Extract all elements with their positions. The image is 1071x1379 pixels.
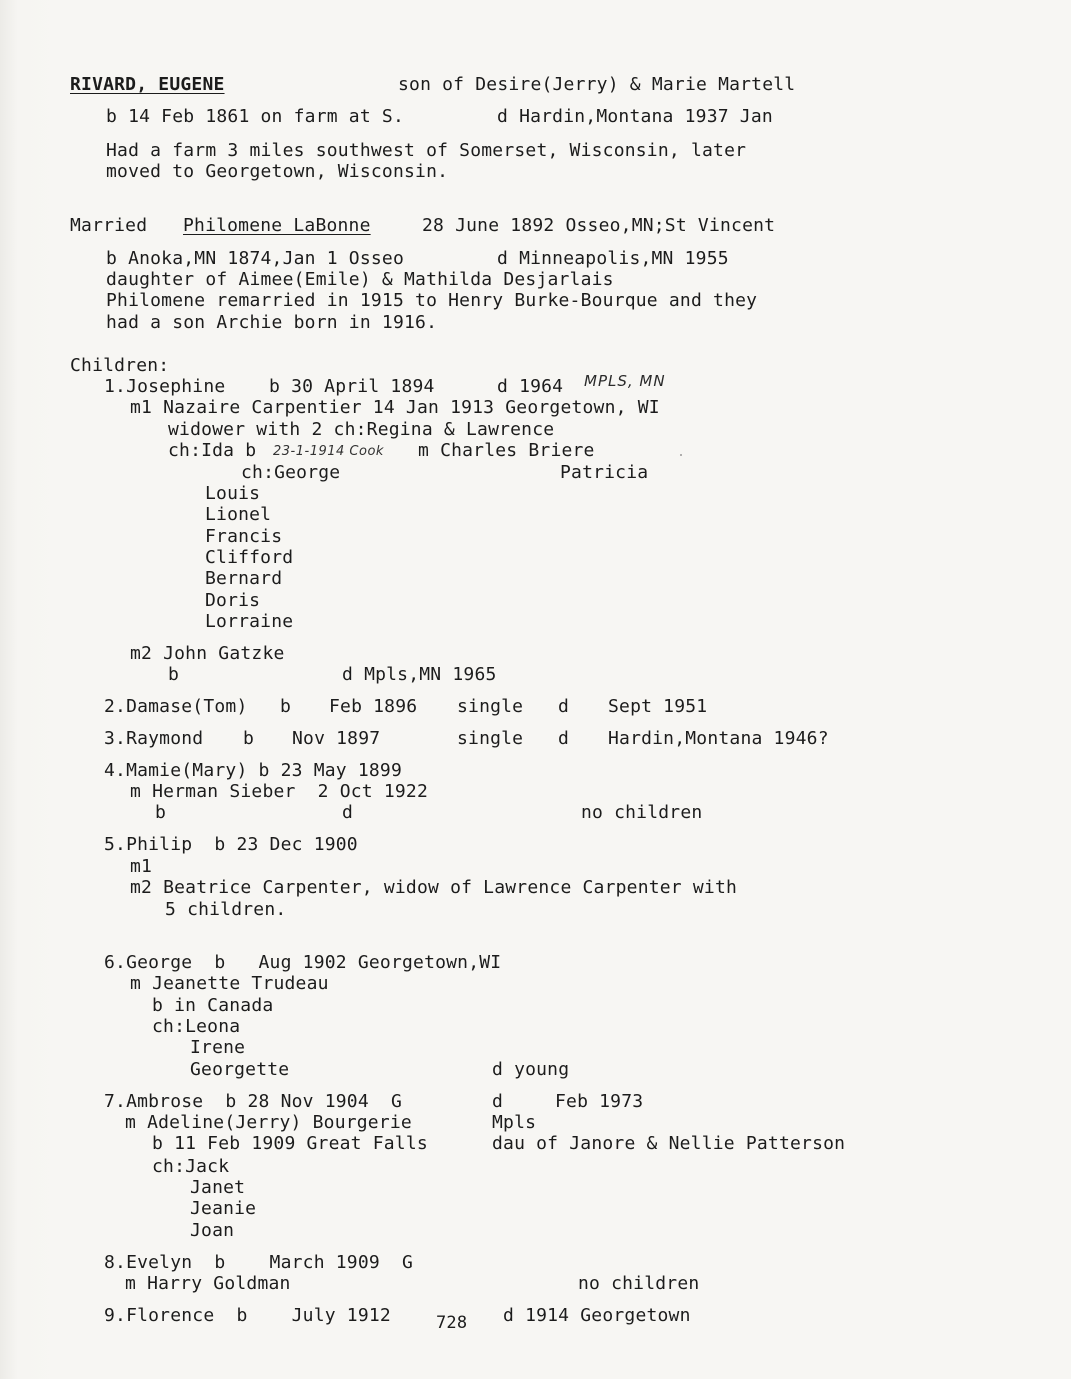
child-1-widower: widower with 2 ch:Regina & Lawrence <box>168 419 555 440</box>
child-1-grandchild: Clifford <box>205 547 294 568</box>
children-label: Children: <box>70 355 170 376</box>
child-7-grandchild: Jeanie <box>190 1198 257 1219</box>
child-9-death: d 1914 Georgetown <box>503 1305 691 1326</box>
child-6-grandchildren-label: ch:Leona <box>152 1016 241 1037</box>
child-6-grandchild: Irene <box>190 1037 246 1058</box>
child-7-spouse-birth: b 11 Feb 1909 Great Falls <box>152 1133 428 1154</box>
child-7-death-place: Mpls <box>492 1112 537 1133</box>
child-4-note: no children <box>581 802 703 823</box>
child-6-name: 6.George b Aug 1902 Georgetown,WI <box>104 952 502 973</box>
stray-mark <box>680 454 682 456</box>
bio-line-2: moved to Georgetown, Wisconsin. <box>106 161 449 182</box>
child-1-m2-death: d Mpls,MN 1965 <box>342 664 497 685</box>
child-2-d: d <box>558 696 570 717</box>
child-2-b: b <box>280 696 292 717</box>
child-1-name: 1.Josephine <box>104 376 226 397</box>
child-8-marriage: m Harry Goldman <box>125 1273 291 1294</box>
child-3-death: Hardin,Montana 1946? <box>608 728 829 749</box>
child-3-birth: Nov 1897 <box>292 728 381 749</box>
bio-line-1: Had a farm 3 miles southwest of Somerset, Wisconsin, later <box>106 140 747 161</box>
married-label: Married <box>70 215 148 236</box>
child-4-spouse-birth: b <box>155 802 167 823</box>
subject-name: RIVARD, EUGENE <box>70 74 225 95</box>
child-1-grandchild: Louis <box>205 483 261 504</box>
child-1-marriage-2: m2 John Gatzke <box>130 643 285 664</box>
remarried-line-2: had a son Archie born in 1916. <box>106 312 438 333</box>
child-9-name: 9.Florence b July 1912 <box>104 1305 391 1326</box>
child-5-marriage-2-cont: 5 children. <box>165 899 287 920</box>
child-6-spouse-birth: b in Canada <box>152 995 274 1016</box>
child-1-death: d 1964 <box>497 376 564 397</box>
child-6-grandchild-note: d young <box>492 1059 570 1080</box>
child-8-note: no children <box>578 1273 700 1294</box>
child-1-grandchild: Francis <box>205 526 283 547</box>
spouse-name: Philomene LaBonne <box>183 215 371 236</box>
child-4-marriage: m Herman Sieber 2 Oct 1922 <box>130 781 428 802</box>
page-number: 728 <box>436 1313 468 1333</box>
child-1-death-handwritten: MPLS, MN <box>584 372 666 390</box>
child-3-status: single <box>457 728 524 749</box>
child-1-grandchild: Bernard <box>205 568 283 589</box>
child-1-grandchildren-label: ch:George <box>241 462 341 483</box>
child-3-b: b <box>243 728 255 749</box>
child-1-ida-handwritten: 23-1-1914 Cook <box>273 444 384 459</box>
child-7-marriage: m Adeline(Jerry) Bourgerie <box>125 1112 412 1133</box>
child-2-death: Sept 1951 <box>608 696 708 717</box>
child-7-grandchild: Janet <box>190 1177 246 1198</box>
child-7-grandchildren-label: ch:Jack <box>152 1156 230 1177</box>
child-7-death: Feb 1973 <box>555 1091 644 1112</box>
child-5-name: 5.Philip b 23 Dec 1900 <box>104 834 358 855</box>
subject-parents: son of Desire(Jerry) & Marie Martell <box>398 74 796 95</box>
child-3-name: 3.Raymond <box>104 728 204 749</box>
child-8-name: 8.Evelyn b March 1909 G <box>104 1252 414 1273</box>
child-1-grandchild: Lionel <box>205 504 272 525</box>
child-1-m2-birth: b <box>168 664 180 685</box>
child-4-spouse-death: d <box>342 802 354 823</box>
remarried-line-1: Philomene remarried in 1915 to Henry Burke-Bourque and they <box>106 290 758 311</box>
child-5-marriage-1: m1 <box>130 856 153 877</box>
child-5-marriage-2: m2 Beatrice Carpenter, widow of Lawrence Carpenter with <box>130 877 738 898</box>
child-1-ida-spouse: m Charles Briere <box>418 440 595 461</box>
spouse-birth: b Anoka,MN 1874,Jan 1 Osseo <box>106 248 404 269</box>
child-2-name: 2.Damase(Tom) <box>104 696 248 717</box>
child-4-name: 4.Mamie(Mary) b 23 May 1899 <box>104 760 402 781</box>
subject-birth: b 14 Feb 1861 on farm at S. <box>106 106 404 127</box>
child-1-marriage-1: m1 Nazaire Carpentier 14 Jan 1913 Georgetown, WI <box>130 397 660 418</box>
child-1-grandchild-patricia: Patricia <box>560 462 649 483</box>
child-7-d: d <box>492 1091 504 1112</box>
subject-death: d Hardin,Montana 1937 Jan <box>497 106 773 127</box>
child-7-grandchild: Joan <box>190 1220 235 1241</box>
child-1-ida: ch:Ida b <box>168 440 257 461</box>
spouse-parents: daughter of Aimee(Emile) & Mathilda Desjarlais <box>106 269 614 290</box>
marriage-details: 28 June 1892 Osseo,MN;St Vincent <box>422 215 776 236</box>
child-3-d: d <box>558 728 570 749</box>
child-6-marriage: m Jeanette Trudeau <box>130 973 329 994</box>
child-1-grandchild: Lorraine <box>205 611 294 632</box>
child-6-grandchild: Georgette <box>190 1059 290 1080</box>
child-7-spouse-parents: dau of Janore & Nellie Patterson <box>492 1133 846 1154</box>
child-2-birth: Feb 1896 <box>329 696 418 717</box>
child-7-name: 7.Ambrose b 28 Nov 1904 G <box>104 1091 402 1112</box>
child-1-grandchild: Doris <box>205 590 261 611</box>
child-1-birth: b 30 April 1894 <box>269 376 435 397</box>
child-2-status: single <box>457 696 524 717</box>
spouse-death: d Minneapolis,MN 1955 <box>497 248 729 269</box>
